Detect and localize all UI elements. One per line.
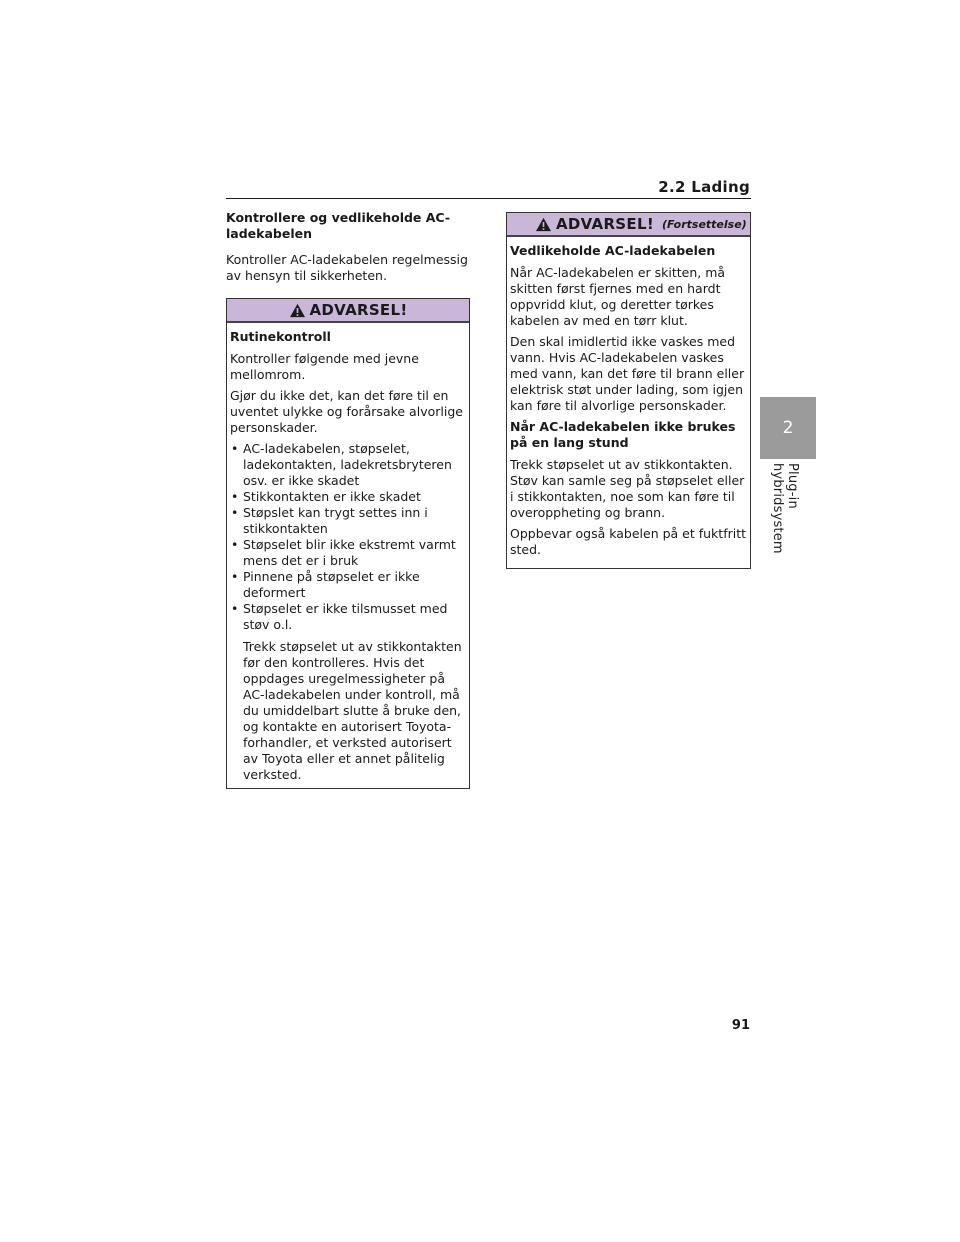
list-item: • Stikkontakten er ikke skadet <box>230 489 466 505</box>
warning-title: ADVARSEL! <box>309 301 408 319</box>
warning-paragraph: Kontroller følgende med jevne mellomrom. <box>230 351 419 382</box>
warning-box-continued <box>506 212 751 569</box>
warning-title: ADVARSEL! <box>556 215 654 233</box>
warning-body <box>227 323 469 788</box>
chapter-label: Plug-in hybridsystem <box>770 463 800 554</box>
warning-subheading: Vedlikeholde AC-ladekabelen <box>510 243 716 258</box>
warning-triangle-icon <box>289 303 306 318</box>
left-column <box>226 210 470 789</box>
section-title: 2.2 Lading <box>658 178 750 196</box>
warning-subheading: Rutinekontroll <box>230 329 331 344</box>
warning-continued-label: (Fortsettelse) <box>661 217 747 231</box>
check-list <box>230 441 466 633</box>
page-number: 91 <box>731 1018 750 1033</box>
warning-subheading: Når AC-ladekabelen ikke brukes på en lang stund <box>510 419 736 450</box>
header-divider <box>226 198 751 199</box>
section-heading: Kontrollere og vedlikeholde AC-ladekabelen <box>226 210 451 241</box>
warning-header <box>507 213 750 237</box>
list-item: • Pinnene på støpselet er ikke deformert <box>230 569 466 601</box>
warning-box <box>226 298 470 789</box>
warning-triangle-icon <box>535 217 552 232</box>
warning-header <box>227 299 469 323</box>
warning-paragraph: Den skal imidlertid ikke vaskes med vann. Hvis AC-ladekabelen vaskes med vann, kan det føre til brann eller elektrisk støt under lading, som igjen kan føre til alvorlige personskader. <box>510 334 745 413</box>
warning-body <box>507 237 750 568</box>
warning-paragraph: Oppbevar også kabelen på et fuktfritt sted. <box>510 526 747 557</box>
warning-paragraph: Når AC-ladekabelen er skitten, må skitten først fjernes med en hardt oppvridd klut, og deretter tørkes kabelen av med en tørr klut. <box>510 265 726 328</box>
list-item: • Støpslet kan trygt settes inn i stikkontakten <box>230 505 466 537</box>
list-item: • Støpselet blir ikke ekstremt varmt mens det er i bruk <box>230 537 466 569</box>
warning-paragraph: Gjør du ikke det, kan det føre til en uventet ulykke og forårsake alvorlige personskader. <box>230 388 463 435</box>
right-column <box>506 212 751 569</box>
chapter-tab <box>760 397 816 459</box>
chapter-number: 2 <box>782 418 794 438</box>
warning-paragraph: Trekk støpselet ut av stikkontakten. Støv kan samle seg på støpselet eller i stikkontakten, noe som kan føre til overoppheting og brann. <box>510 457 745 520</box>
list-item: • Støpselet er ikke tilsmusset med støv o.l. <box>230 601 466 633</box>
list-item: • AC-ladekabelen, støpselet, ladekontakten, ladekretsbryteren osv. er ikke skadet <box>230 441 466 489</box>
warning-closing-paragraph: Trekk støpselet ut av stikkontakten før den kontrolleres. Hvis det oppdages uregelmessigheter på AC-ladekabelen under kontroll, må du umiddelbart slutte å bruke den, og kontakte en autorisert Toyota-forhandler, et verksted autorisert av Toyota eller et annet pålitelig verksted. <box>243 639 462 782</box>
intro-paragraph: Kontroller AC-ladekabelen regelmessig av hensyn til sikkerheten. <box>226 252 468 283</box>
